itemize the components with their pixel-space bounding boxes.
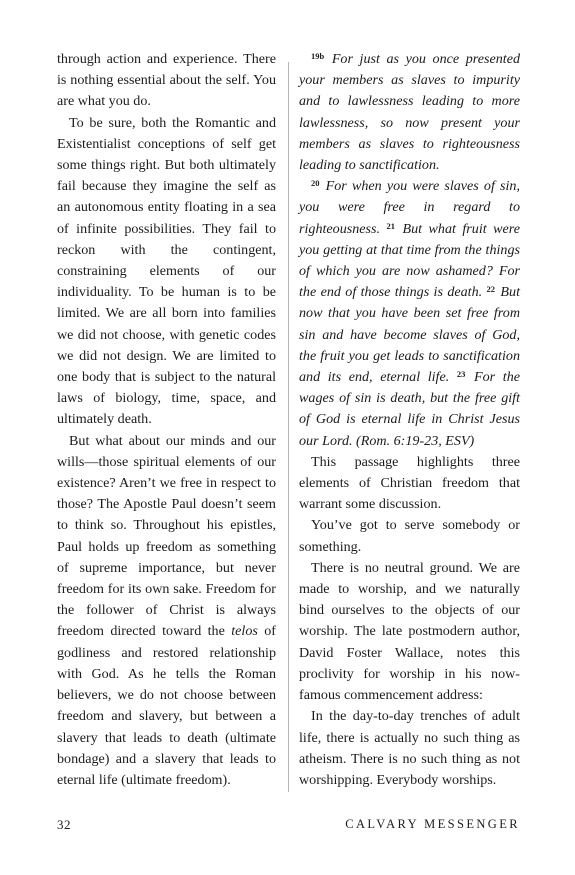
left-column [57,49,276,791]
right-column [299,49,520,791]
verse-text: For when you were slaves of sin, you were free in regard to righteousness. [299,178,520,237]
paragraph-text: of godliness and restored relationship with God. As he tells the Roman believers, we do not choose between freedom and slavery, but between a slavery that leads to death (ultimate bondage) and a slavery that leads to eternal life (ultimate freedom). [57,623,277,788]
paragraph: This passage highlights three elements of Christian freedom that warrant some discussion. [299,453,520,513]
verse-number: 20 [311,178,320,189]
emphasis-term: telos [231,623,258,640]
paragraph-text: But what about our minds and our wills—those spiritual elements of our existence? Aren’t we free in respect to those? The Apostle Paul doesn’t seem to think so. Throughout his epistles, Paul holds up freedom as something of supreme importance, but never freedom for its own sake. Freedom for the follower of Christ is always freedom directed toward the [57,432,276,640]
paragraph: You’ve got to serve somebody or something. [299,517,520,555]
verse-text: But now that you have been set free from sin and have become slaves of God, the fruit you get leads to sanctification and its end, eternal life. [299,284,520,386]
page-number: 32 [57,817,71,832]
running-title: CALVARY MESSENGER [345,817,520,831]
paragraph: There is no neutral ground. We are made to worship, and we naturally bind ourselves to the objects of our worship. The late postmodern author, David Foster Wallace, notes this proclivity for worship in his now-famous commencement address: [299,559,520,704]
verse-number: 19b [311,51,325,61]
paragraph: through action and experience. There is nothing essential about the self. You are what you do. [57,51,276,110]
verse-number: 23 [456,369,466,380]
paragraph: To be sure, both the Romantic and Existentialist conceptions of self get some things right. But both ultimately fail because they imagine the self as an autonomous entity floating in a sea of infinite possibilities. They fail to reckon with the contingent, constraining elements of our individuality. To be human is to be limited. We are all born into families we did not choose, with genetic codes we did not design. We are limited to one body that is subject to the natural laws of biology, time, space, and ultimately death. [57,114,276,428]
scripture-quote [299,176,520,452]
column-divider [288,62,289,792]
scripture-quote [299,49,520,176]
verse-text: For just as you once presented your members as slaves to impurity and to lawlessness leading to more lawlessness, so now present your members as slaves to righteousness leading to sanctification. [299,51,520,174]
verse-text: But what fruit were you getting at that time from the things of which you are now ashamed? For the end of those things is death. [299,220,520,301]
paragraph [57,431,276,791]
verse-text: For the wages of sin is death, but the free gift of God is eternal life in Christ Jesus our Lord. (Rom. 6:19-23, ESV) [299,369,520,449]
block-quote: In the day-to-day trenches of adult life, there is actually no such thing as atheism. There is no such thing as not worshipping. Everybody worships. [299,708,520,788]
verse-number: 21 [386,220,396,231]
verse-number: 22 [486,284,496,295]
